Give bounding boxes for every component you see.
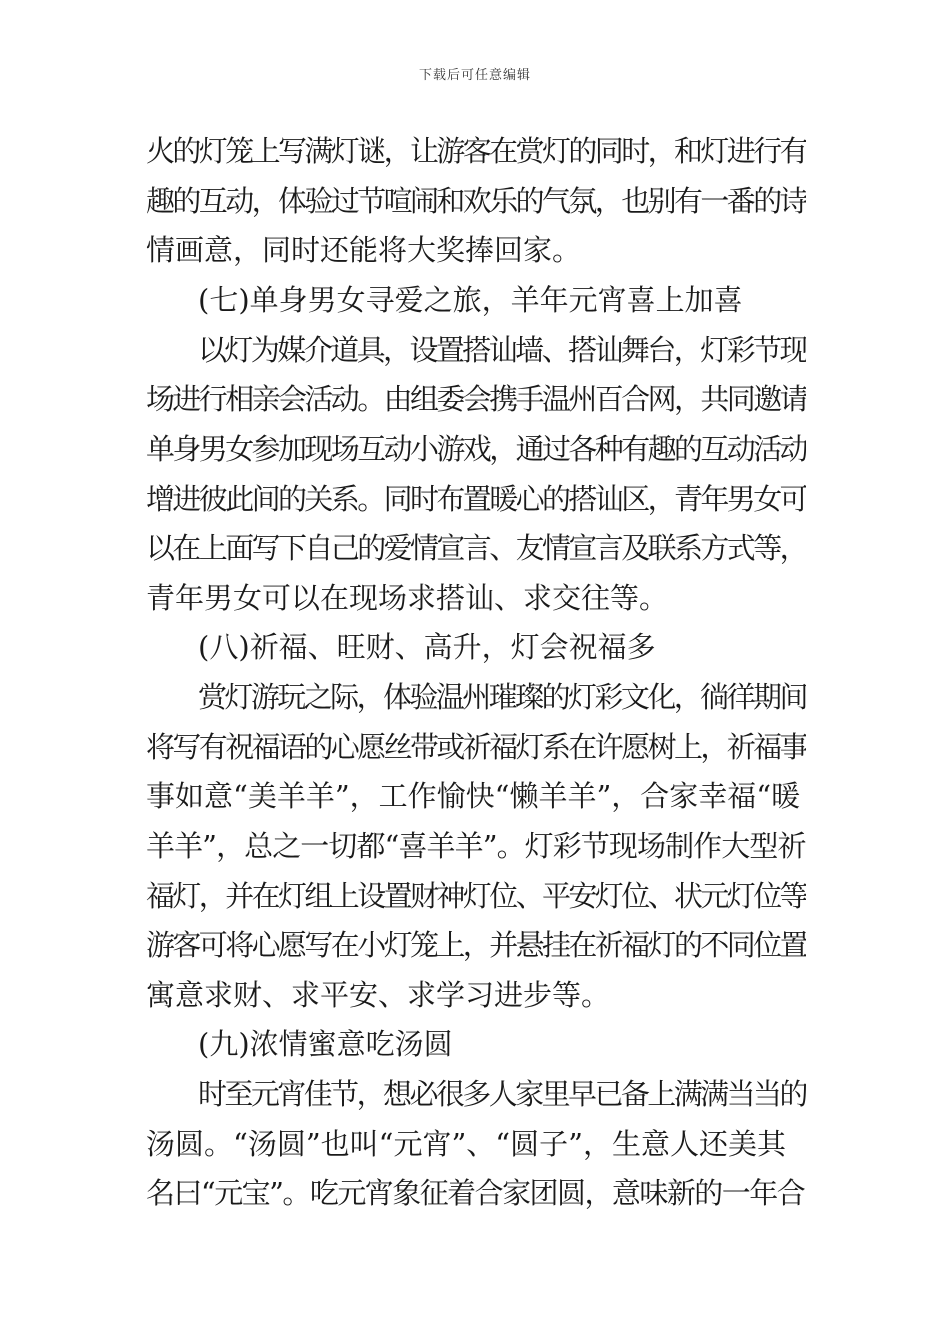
paragraph-line: 寓意求财、求平安、求学习进步等。	[146, 978, 611, 1012]
paragraph-line: 以在上面写下自己的爱情宣言、友情宣言及联系方式等，	[146, 531, 806, 565]
paragraph-line: 汤圆。“汤圆”也叫“元宵”、“圆子”，生意人还美其	[146, 1127, 786, 1161]
paragraph-line: 情画意，同时还能将大奖捧回家。	[146, 233, 582, 267]
page-header: 下载后可任意编辑	[418, 68, 531, 83]
paragraph-line: 赏灯游玩之际，体验温州璀璨的灯彩文化，徜徉期间	[198, 680, 806, 714]
section-heading: (九)浓情蜜意吃汤圆	[198, 1027, 453, 1061]
paragraph-line: 将写有祝福语的心愿丝带或祈福灯系在许愿树上，祈福事	[146, 730, 806, 764]
paragraph-line: 增进彼此间的关系。同时布置暖心的搭讪区，青年男女可	[146, 482, 806, 516]
paragraph-line: 以灯为媒介道具，设置搭讪墙、搭讪舞台，灯彩节现	[198, 333, 806, 367]
section-heading: (八)祈福、旺财、高升，灯会祝福多	[198, 630, 656, 664]
paragraph-line: 时至元宵佳节，想必很多人家里早已备上满满当当的	[198, 1077, 806, 1111]
paragraph-line: 趣的互动，体验过节喧闹和欢乐的气氛，也别有一番的诗	[146, 184, 806, 218]
paragraph-line: 福灯，并在灯组上设置财神灯位、平安灯位、状元灯位等	[146, 879, 806, 913]
paragraph-line: 羊羊”，总之一切都“喜羊羊”。灯彩节现场制作大型祈	[146, 829, 806, 863]
paragraph-line: 名曰“元宝”。吃元宵象征着合家团圆，意味新的一年合	[146, 1176, 805, 1210]
section-heading: (七)单身男女寻爱之旅，羊年元宵喜上加喜	[198, 283, 743, 317]
paragraph-line: 游客可将心愿写在小灯笼上，并悬挂在祈福灯的不同位置	[146, 928, 806, 962]
paragraph-line: 事如意“美羊羊”，工作愉快“懒羊羊”，合家幸福“暖	[146, 779, 801, 813]
paragraph-line: 场进行相亲会活动。由组委会携手温州百合网，共同邀请	[146, 382, 806, 416]
paragraph-line: 火的灯笼上写满灯谜，让游客在赏灯的同时，和灯进行有	[146, 134, 806, 168]
paragraph-line: 青年男女可以在现场求搭讪、求交往等。	[146, 581, 669, 615]
paragraph-line: 单身男女参加现场互动小游戏，通过各种有趣的互动活动	[146, 432, 806, 466]
